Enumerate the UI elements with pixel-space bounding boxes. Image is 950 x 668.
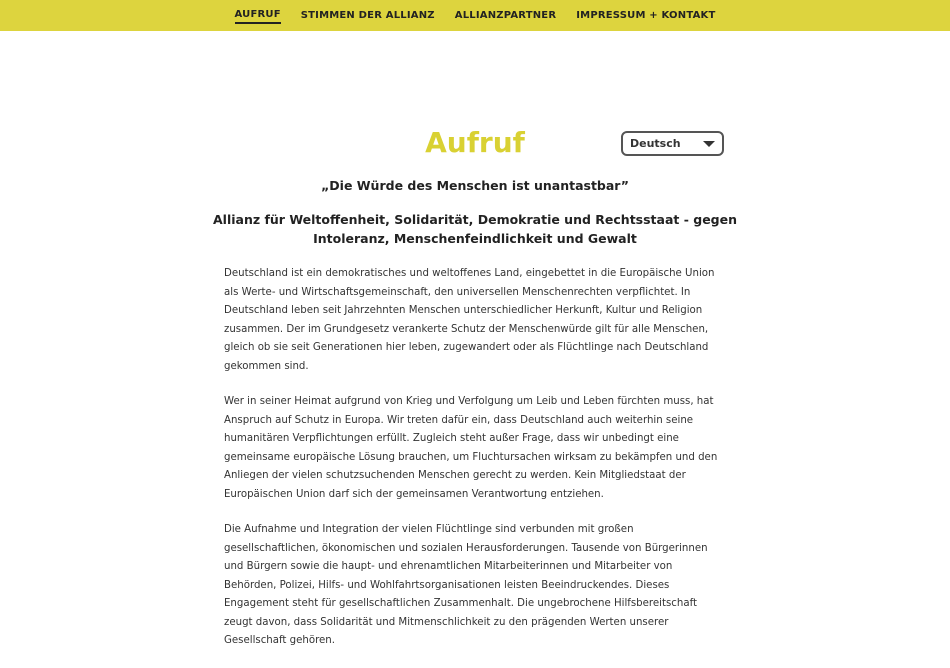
alliance-heading: Allianz für Weltoffenheit, Solidarität, Demokratie und Rechtsstaat - gegen Intoleranz, Menschenfeindlichkeit und Gewalt	[212, 212, 738, 246]
nav-item-impressum-kontakt[interactable]: IMPRESSUM + KONTAKT	[576, 10, 716, 21]
paragraph: Wer in seiner Heimat aufgrund von Krieg und Verfolgung um Leib und Leben fürchten muss, hat Anspruch auf Schutz in Europa. Wir treten dafür ein, dass Deutschland auch weiterhin seine humanitären Verpflichtungen erfüllt. Zugleich steht außer Frage, dass wir unbedingt eine gemeinsame europäische Lösung brauchen, um Fluchtursachen wirksam zu bekämpfen und den Anliegen der vielen schutzsuchenden Menschen gerecht zu werden. Kein Mitgliedstaat der Europäischen Union darf sich der gemeinsamen Verantwortung entziehen.	[224, 396, 718, 500]
paragraph: Die Aufnahme und Integration der vielen Flüchtlinge sind verbunden mit großen gesellschaftlichen, ökonomischen und sozialen Herausforderungen. Tausende von Bürgerinnen und Bürgern sowie die haupt- und ehrenamtlichen Mitarbeiterinnen und Mitarbeiter von Behörden, Polizei, Hilfs- und Wohlfahrtsorganisationen leisten Beeindruckendes. Dieses Engagement steht für gesellschaftlichen Zusammenhalt. Die ungebrochene Hilfsbereitschaft zeugt davon, dass Solidarität und Mitmenschlichkeit zu den prägenden Werten unserer Gesellschaft gehören.	[224, 524, 708, 646]
page-title: Aufruf	[425, 126, 525, 159]
nav-item-aufruf[interactable]: AUFRUF	[235, 7, 281, 24]
article-body	[224, 265, 726, 668]
language-select-value: Deutsch	[630, 137, 681, 150]
main-nav	[0, 0, 950, 31]
language-select[interactable]	[621, 131, 724, 156]
quote-subtitle: „Die Würde des Menschen ist unantastbar”	[321, 178, 629, 193]
nav-item-stimmen-der-allianz[interactable]: STIMMEN DER ALLIANZ	[300, 10, 435, 21]
chevron-down-icon	[703, 141, 715, 147]
paragraph: Deutschland ist ein demokratisches und weltoffenes Land, eingebettet in die Europäische Union als Werte- und Wirtschaftsgemeinschaft, den universellen Menschenrechten verpflichtet. In Deutschland leben seit Jahrzehnten Menschen unterschiedlicher Herkunft, Kultur und Religion zusammen. Der im Grundgesetz verankerte Schutz der Menschenwürde gilt für alle Menschen, gleich ob sie seit Generationen hier leben, zugewandert oder als Flüchtlinge nach Deutschland gekommen sind.	[224, 268, 715, 372]
nav-item-allianzpartner[interactable]: ALLIANZPARTNER	[454, 10, 557, 21]
